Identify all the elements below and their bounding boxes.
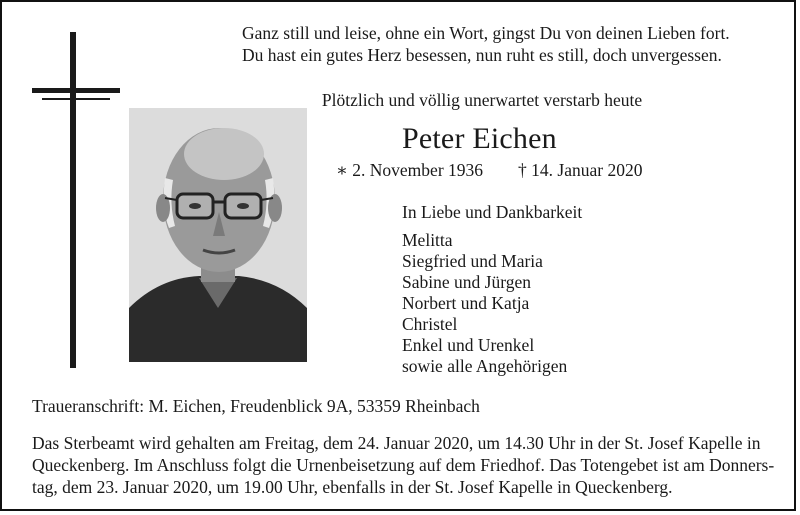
family-member: Melitta [402,230,453,250]
service-info [32,432,782,498]
portrait-photo [129,108,307,362]
family-member: Enkel und Urenkel [402,335,535,355]
birth-date: 2. November 1936 [352,160,484,180]
poem-line: Du hast ein gutes Herz besessen, nun ruht es still, doch unvergessen. [242,45,722,65]
deceased-name: Peter Eichen [402,122,557,155]
poem [242,22,762,66]
death-symbol: † [518,160,527,180]
birth-symbol: ∗ [336,160,348,180]
family-member: Christel [402,314,458,334]
service-line: Das Sterbeamt wird gehalten am Freitag, dem 24. Januar 2020, um 14.30 Uhr in der St. Josef Kapelle in [32,433,761,453]
mourning-address: Traueranschrift: M. Eichen, Freudenblick 9A, 53359 Rheinbach [32,396,480,416]
family-list [402,230,567,377]
death-date: 14. Januar 2020 [531,160,643,180]
family-member: Sabine und Jürgen [402,272,531,292]
life-dates [336,160,642,181]
intro-text: Plötzlich und völlig unerwartet verstarb heute [321,90,643,110]
family-member: Norbert und Katja [402,293,530,313]
family-member: sowie alle Angehörigen [402,356,568,376]
thanks-line: In Liebe und Dankbarkeit [402,202,583,222]
service-line: tag, dem 23. Januar 2020, um 19.00 Uhr, ebenfalls in der St. Josef Kapelle in Queckenberg. [32,477,673,497]
family-member: Siegfried und Maria [402,251,543,271]
service-line: Queckenberg. Im Anschluss folgt die Urnenbeisetzung auf dem Friedhof. Das Totengebet ist am Donners- [32,455,775,475]
poem-line: Ganz still und leise, ohne ein Wort, gingst Du von deinen Lieben fort. [242,23,730,43]
